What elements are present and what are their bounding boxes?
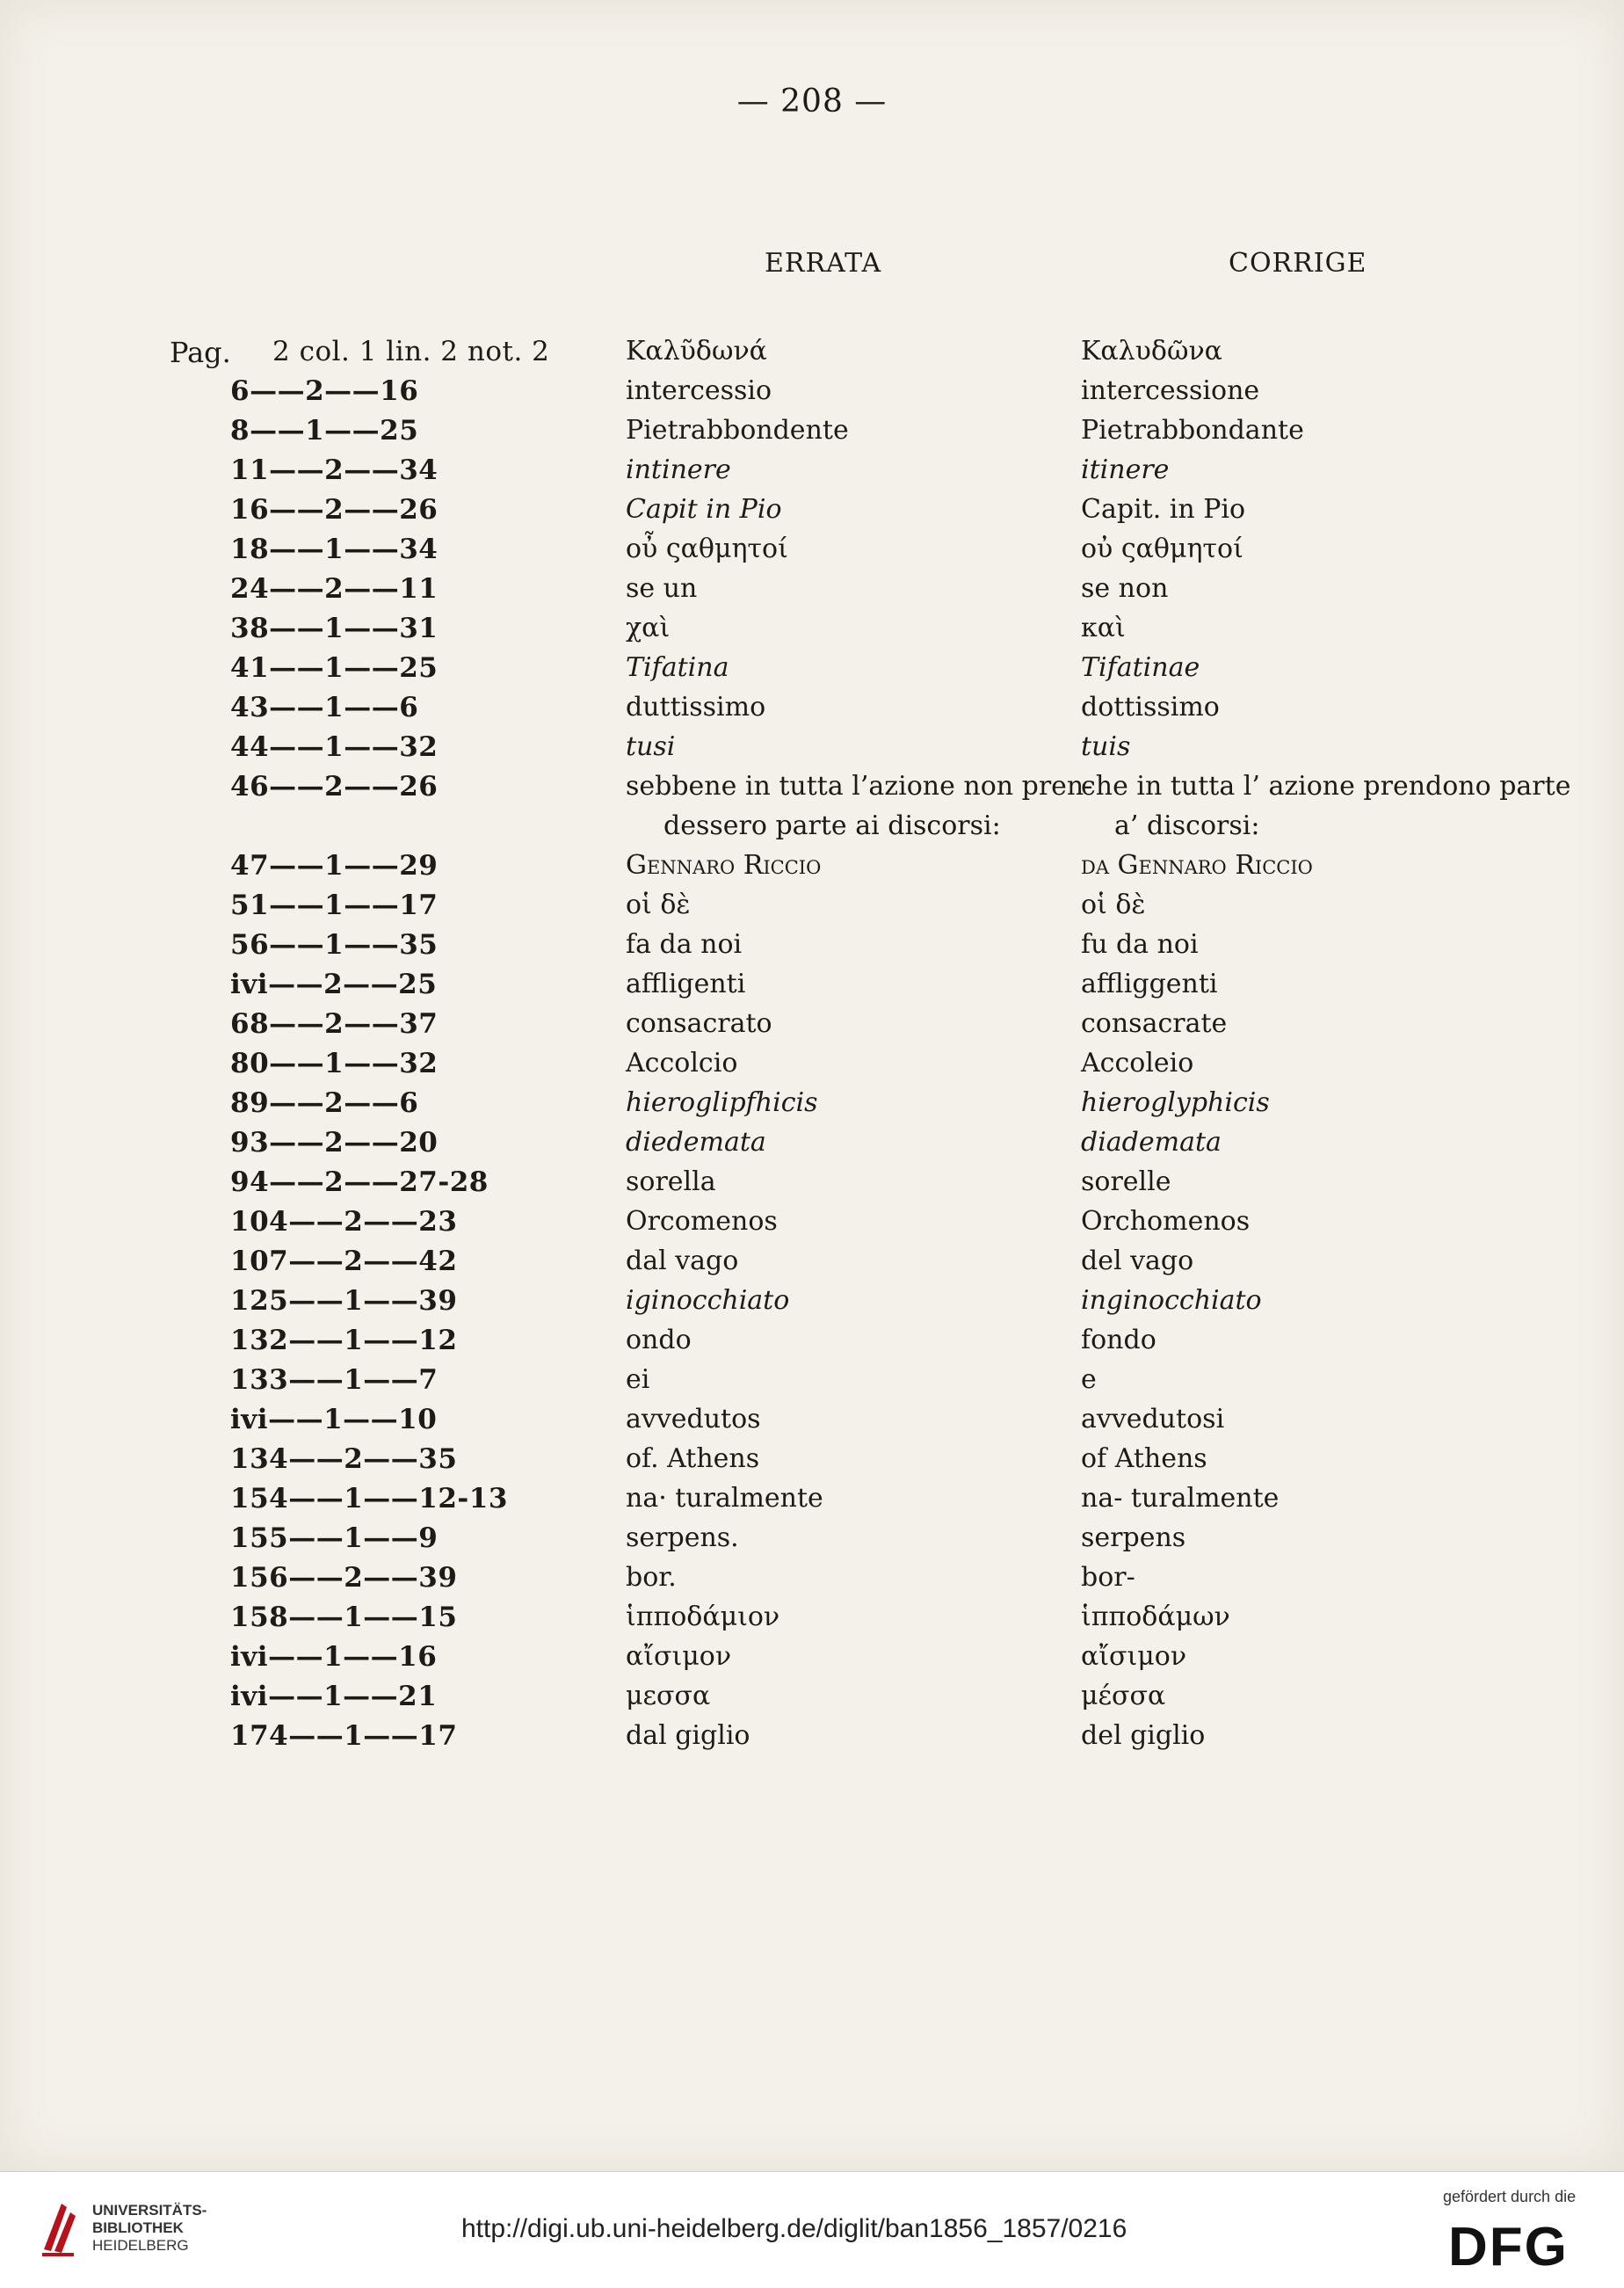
errata-row bbox=[0, 1522, 1624, 1562]
errata-row bbox=[0, 1681, 1624, 1720]
errata-row bbox=[0, 1443, 1624, 1483]
page-reference: 68——2——37 bbox=[230, 1008, 439, 1040]
corrige-text: Καλυδῶνα bbox=[1081, 336, 1222, 367]
corrige-text: Accoleio bbox=[1081, 1048, 1194, 1079]
errata-row bbox=[0, 1048, 1624, 1087]
page-reference: 154——1——12-13 bbox=[230, 1483, 508, 1514]
errata-row bbox=[0, 573, 1624, 613]
corrige-header: CORRIGE bbox=[1229, 248, 1367, 279]
corrige-text: e bbox=[1081, 1364, 1097, 1395]
corrige-text: Tifatinae bbox=[1081, 652, 1200, 683]
page-reference: ivi——1——10 bbox=[230, 1404, 438, 1435]
corrige-text: fu da noi bbox=[1081, 929, 1199, 960]
errata-row bbox=[0, 494, 1624, 534]
errata-text: sebbene in tutta l’azione non pren- bbox=[626, 771, 1093, 802]
errata-text: sorella bbox=[626, 1166, 716, 1197]
errata-row bbox=[0, 1008, 1624, 1048]
page-reference: 8——1——25 bbox=[230, 415, 419, 447]
corrige-text: del giglio bbox=[1081, 1720, 1206, 1751]
errata-row bbox=[0, 1127, 1624, 1166]
footer-bar bbox=[0, 2171, 1624, 2288]
errata-text: οὖ ςαθμητοί bbox=[626, 534, 788, 564]
errata-text: μεσσα bbox=[626, 1681, 711, 1711]
page-reference: 56——1——35 bbox=[230, 929, 439, 961]
page-reference: 107——2——42 bbox=[230, 1246, 458, 1277]
errata-row bbox=[0, 731, 1624, 771]
errata-text: fa da noi bbox=[626, 929, 743, 960]
errata-row bbox=[0, 1285, 1624, 1325]
corrige-text: bor- bbox=[1081, 1562, 1135, 1593]
errata-text: bor. bbox=[626, 1562, 677, 1593]
library-logo-icon bbox=[39, 2197, 83, 2258]
page-reference: ivi——2——25 bbox=[230, 969, 438, 1000]
funded-by-text: gefördert durch die bbox=[1443, 2188, 1577, 2205]
corrige-text: avvedutosi bbox=[1081, 1404, 1225, 1435]
errata-row bbox=[0, 1562, 1624, 1602]
errata-row bbox=[0, 652, 1624, 692]
errata-text: avvedutos bbox=[626, 1404, 761, 1435]
corrige-text: del vago bbox=[1081, 1246, 1194, 1276]
errata-text: αἴσιμον bbox=[626, 1641, 732, 1672]
corrige-text: Orchomenos bbox=[1081, 1206, 1251, 1237]
corrige-text: itinere bbox=[1081, 454, 1170, 485]
errata-text: Capit in Pio bbox=[626, 494, 782, 525]
corrige-text: dottissimo bbox=[1081, 692, 1220, 723]
errata-row bbox=[0, 1206, 1624, 1246]
page-reference: 132——1——12 bbox=[230, 1325, 458, 1356]
errata-row bbox=[0, 375, 1624, 415]
page-reference: 18——1——34 bbox=[230, 534, 439, 565]
page-reference: 51——1——17 bbox=[230, 890, 439, 921]
errata-text: χαὶ bbox=[626, 613, 671, 643]
errata-row bbox=[0, 613, 1624, 652]
errata-text: affligenti bbox=[626, 969, 746, 999]
page-reference: 11——2——34 bbox=[230, 454, 439, 486]
errata-text: iginocchiato bbox=[626, 1285, 790, 1316]
dfg-logo: DFG bbox=[1448, 2217, 1569, 2277]
errata-row bbox=[0, 1404, 1624, 1443]
errata-text: serpens. bbox=[626, 1522, 739, 1553]
page-reference: 43——1——6 bbox=[230, 692, 419, 723]
page-reference: 155——1——9 bbox=[230, 1522, 439, 1554]
corrige-continuation: a’ discorsi: bbox=[1114, 810, 1260, 841]
corrige-text: intercessione bbox=[1081, 375, 1260, 406]
corrige-text: Pietrabbondante bbox=[1081, 415, 1304, 446]
corrige-text: che in tutta l’ azione prendono parte bbox=[1081, 771, 1571, 802]
errata-row bbox=[0, 534, 1624, 573]
errata-text: Gennaro Riccio bbox=[626, 850, 822, 881]
errata-text: diedemata bbox=[626, 1127, 766, 1158]
errata-text: dal giglio bbox=[626, 1720, 750, 1751]
errata-text: intercessio bbox=[626, 375, 772, 406]
errata-row bbox=[0, 1602, 1624, 1641]
corrige-text: hieroglyphicis bbox=[1081, 1087, 1270, 1118]
errata-row bbox=[0, 1364, 1624, 1404]
errata-text: Καλῦδωνά bbox=[626, 336, 767, 367]
corrige-text: affliggenti bbox=[1081, 969, 1218, 999]
errata-text: tusi bbox=[626, 731, 676, 762]
corrige-text: se non bbox=[1081, 573, 1169, 604]
pag-label: Pag. bbox=[170, 336, 231, 369]
errata-row bbox=[0, 890, 1624, 929]
corrige-text: serpens bbox=[1081, 1522, 1186, 1553]
errata-row bbox=[0, 454, 1624, 494]
page-reference: ivi——1——16 bbox=[230, 1641, 438, 1673]
errata-text: se un bbox=[626, 573, 698, 604]
page-reference: 89——2——6 bbox=[230, 1087, 419, 1119]
errata-row bbox=[0, 336, 1624, 375]
corrige-text: na- turalmente bbox=[1081, 1483, 1280, 1514]
page-reference: 104——2——23 bbox=[230, 1206, 458, 1238]
page-reference: 41——1——25 bbox=[230, 652, 439, 684]
page-reference: 16——2——26 bbox=[230, 494, 439, 526]
library-name-line: BIBLIOTHEK bbox=[92, 2219, 184, 2236]
page-reference: 2 col. 1 lin. 2 not. 2 bbox=[272, 336, 550, 367]
page-reference: 47——1——29 bbox=[230, 850, 439, 882]
errata-row bbox=[0, 1246, 1624, 1285]
errata-text: Pietrabbondente bbox=[626, 415, 849, 446]
corrige-text: inginocchiato bbox=[1081, 1285, 1262, 1316]
corrige-text: tuis bbox=[1081, 731, 1131, 762]
errata-row bbox=[0, 969, 1624, 1008]
errata-text: of. Athens bbox=[626, 1443, 760, 1474]
errata-text: consacrato bbox=[626, 1008, 772, 1039]
page-reference: 93——2——20 bbox=[230, 1127, 439, 1159]
page-reference: 133——1——7 bbox=[230, 1364, 439, 1396]
corrige-text: οὐ ςαθμητοί bbox=[1081, 534, 1243, 564]
corrige-text: οἱ δὲ bbox=[1081, 890, 1146, 920]
errata-row bbox=[0, 850, 1624, 890]
errata-row bbox=[0, 929, 1624, 969]
library-name-line: UNIVERSITÄTS- bbox=[92, 2202, 207, 2219]
errata-continuation: dessero parte ai discorsi: bbox=[663, 810, 1001, 841]
library-name bbox=[92, 2202, 207, 2255]
errata-row bbox=[0, 1483, 1624, 1522]
corrige-text: ἱπποδάμων bbox=[1081, 1602, 1230, 1632]
page-number: — 208 — bbox=[736, 84, 888, 120]
corrige-text: of Athens bbox=[1081, 1443, 1207, 1474]
errata-row bbox=[0, 1720, 1624, 1760]
corrige-text: μέσσα bbox=[1081, 1681, 1166, 1711]
errata-text: na· turalmente bbox=[626, 1483, 823, 1514]
errata-text: duttissimo bbox=[626, 692, 766, 723]
page-reference: 174——1——17 bbox=[230, 1720, 458, 1752]
corrige-text: da Gennaro Riccio bbox=[1081, 850, 1313, 881]
corrige-text: αἴσιμον bbox=[1081, 1641, 1187, 1672]
corrige-text: καὶ bbox=[1081, 613, 1126, 643]
page-reference: 156——2——39 bbox=[230, 1562, 458, 1594]
errata-row bbox=[0, 1166, 1624, 1206]
errata-text: hieroglipfhicis bbox=[626, 1087, 818, 1118]
errata-row bbox=[0, 692, 1624, 731]
page-reference: 46——2——26 bbox=[230, 771, 439, 803]
page-reference: 44——1——32 bbox=[230, 731, 439, 763]
errata-row bbox=[0, 1087, 1624, 1127]
page-reference: 6——2——16 bbox=[230, 375, 419, 407]
errata-text: Tifatina bbox=[626, 652, 729, 683]
page-reference: 125——1——39 bbox=[230, 1285, 458, 1317]
errata-text: ἱπποδάμιον bbox=[626, 1602, 780, 1632]
corrige-text: consacrate bbox=[1081, 1008, 1228, 1039]
page-reference: 158——1——15 bbox=[230, 1602, 458, 1633]
errata-text: οἱ δὲ bbox=[626, 890, 691, 920]
errata-header: ERRATA bbox=[765, 248, 882, 279]
errata-row bbox=[0, 1641, 1624, 1681]
errata-text: dal vago bbox=[626, 1246, 739, 1276]
corrige-text: fondo bbox=[1081, 1325, 1156, 1355]
page-reference: 38——1——31 bbox=[230, 613, 439, 644]
source-url-link[interactable]: http://digi.ub.uni-heidelberg.de/diglit/ban1856_1857/0216 bbox=[461, 2214, 1127, 2243]
errata-row bbox=[0, 415, 1624, 454]
page-reference: 134——2——35 bbox=[230, 1443, 458, 1475]
errata-text: Accolcio bbox=[626, 1048, 738, 1079]
errata-text: Orcomenos bbox=[626, 1206, 778, 1237]
page-reference: ivi——1——21 bbox=[230, 1681, 438, 1712]
corrige-text: diademata bbox=[1081, 1127, 1222, 1158]
corrige-text: Capit. in Pio bbox=[1081, 494, 1246, 525]
page-reference: 94——2——27-28 bbox=[230, 1166, 489, 1198]
errata-text: ei bbox=[626, 1364, 650, 1395]
errata-row bbox=[0, 1325, 1624, 1364]
errata-row bbox=[0, 771, 1624, 841]
errata-text: ondo bbox=[626, 1325, 692, 1355]
corrige-text: sorelle bbox=[1081, 1166, 1171, 1197]
page-reference: 24——2——11 bbox=[230, 573, 439, 605]
library-name-line: HEIDELBERG bbox=[92, 2237, 189, 2254]
errata-text: intinere bbox=[626, 454, 731, 485]
page-reference: 80——1——32 bbox=[230, 1048, 439, 1079]
